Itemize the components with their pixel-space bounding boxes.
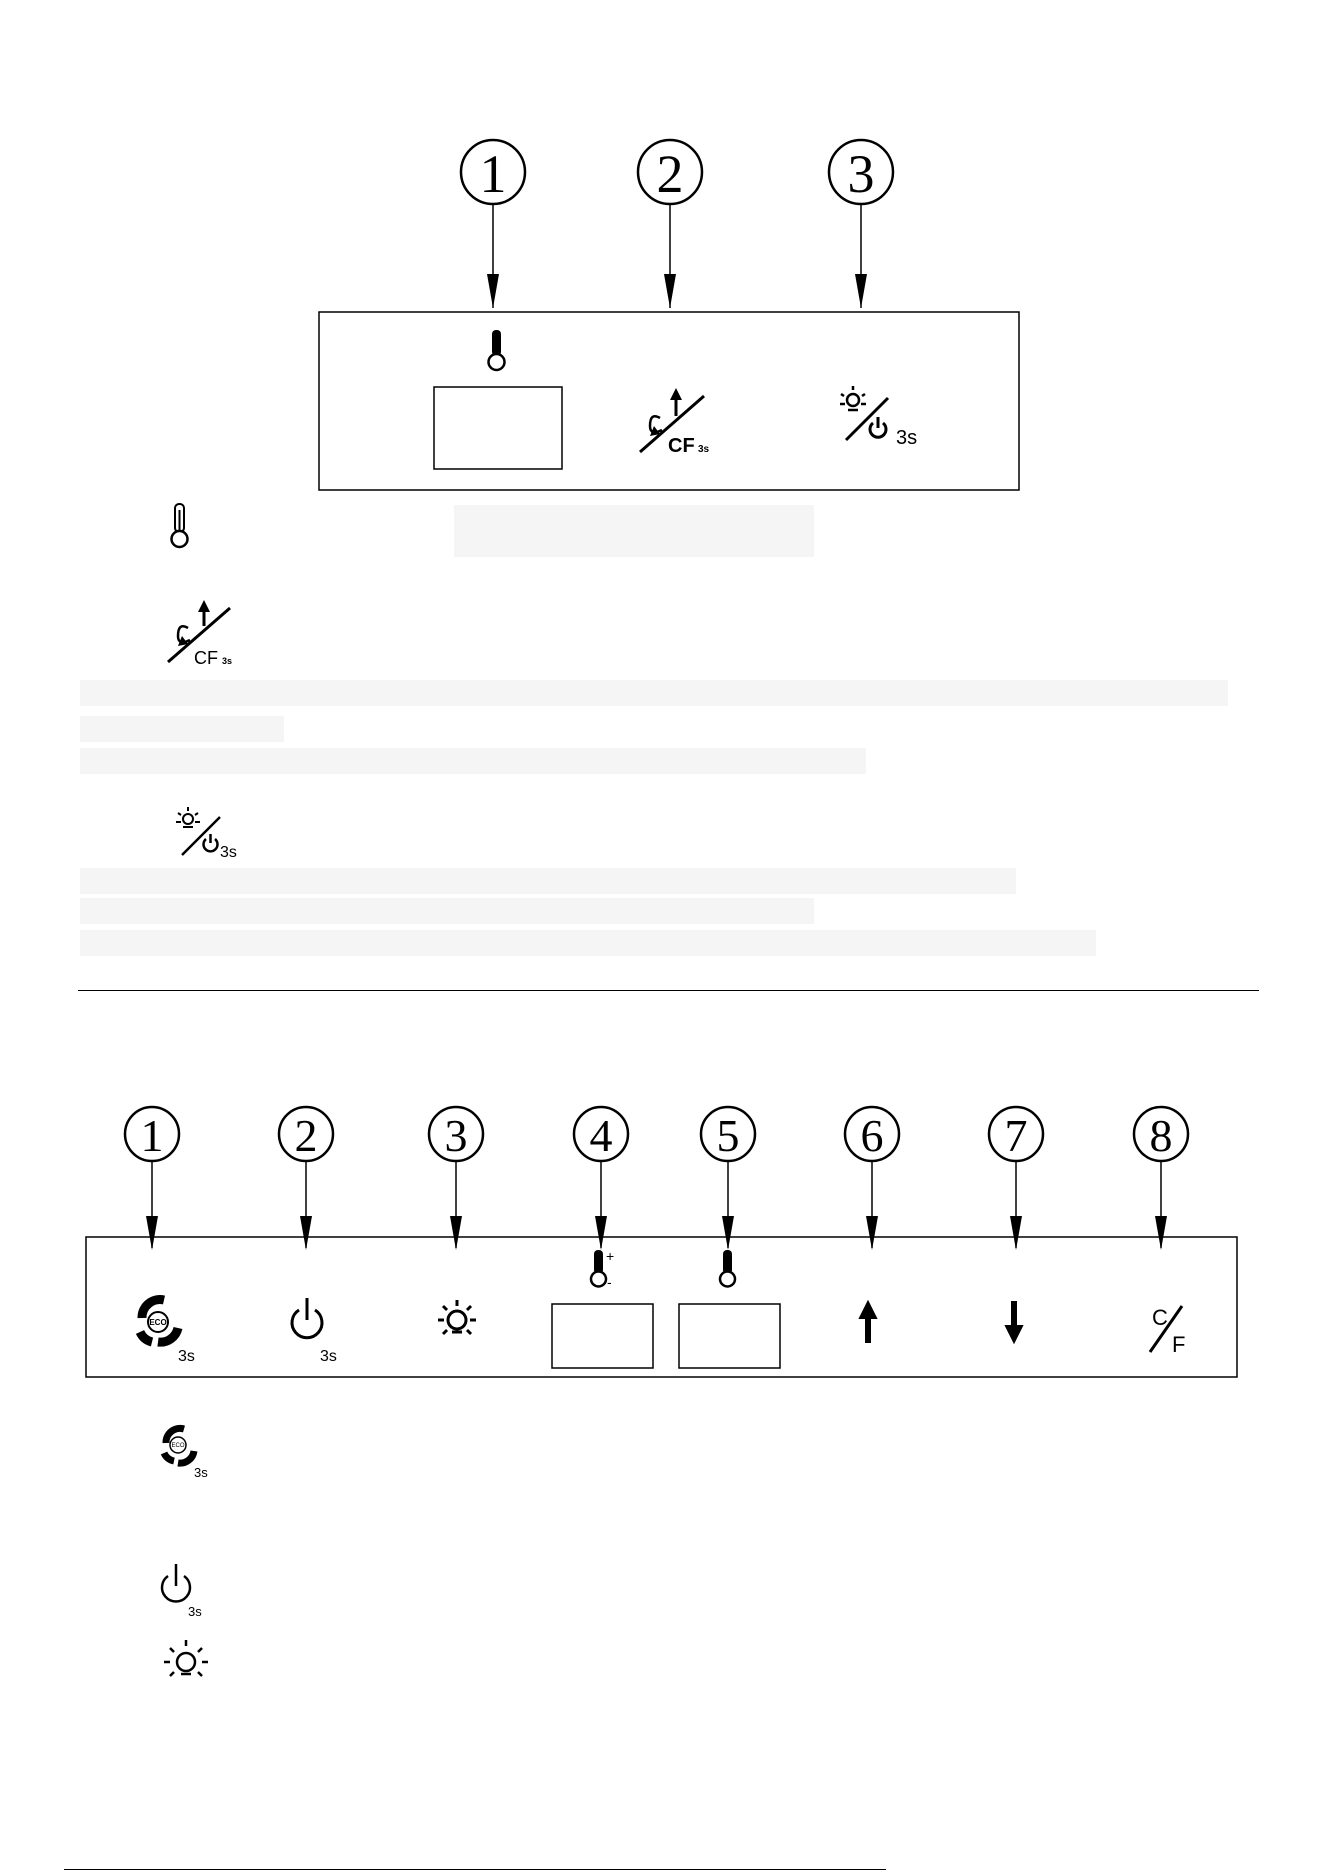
- section-divider: [78, 990, 1259, 991]
- callout-1: [461, 140, 525, 204]
- svg-text:ECO: ECO: [149, 1318, 167, 1327]
- panel-1-frame: [319, 312, 1019, 490]
- legend-eco-icon: [158, 1425, 228, 1485]
- callout-7: [989, 1107, 1043, 1161]
- legend-thermometer-icon: [164, 502, 194, 550]
- svg-text:3: 3: [847, 144, 875, 204]
- legend-light-icon: [158, 1636, 218, 1692]
- control-panel-1-diagram: [0, 0, 1324, 500]
- svg-text:3s: 3s: [222, 656, 233, 666]
- svg-text:+: +: [606, 1248, 615, 1264]
- svg-text:4: 4: [589, 1110, 613, 1161]
- arrowheads: [146, 1216, 1167, 1250]
- svg-text:1: 1: [479, 144, 507, 204]
- svg-text:2: 2: [656, 144, 684, 204]
- callout-2: [279, 1107, 333, 1161]
- svg-text:1: 1: [140, 1110, 164, 1161]
- legend-cycle-cf-icon: [160, 600, 240, 670]
- svg-text:3s: 3s: [698, 444, 710, 455]
- svg-text:ECO: ECO: [171, 1443, 185, 1449]
- cycle-cf-icon: [640, 388, 710, 457]
- light-power-icon: [840, 386, 917, 449]
- text-placeholder: [80, 716, 284, 742]
- callout-6: [845, 1107, 899, 1161]
- callout-5: [701, 1107, 755, 1161]
- svg-text:3s: 3s: [896, 427, 918, 449]
- panel-2-frame: [86, 1237, 1237, 1377]
- callout-2: [638, 140, 702, 204]
- actual-temperature-display: [679, 1304, 780, 1368]
- svg-text:C: C: [1152, 1305, 1168, 1330]
- temperature-display: [434, 387, 562, 469]
- control-panel-2-diagram: [0, 1080, 1324, 1400]
- text-placeholder: [80, 680, 1228, 706]
- text-placeholder: [454, 505, 814, 557]
- thermometer-icon: [489, 330, 505, 370]
- svg-text:3s: 3s: [320, 1348, 337, 1365]
- svg-text:F: F: [1172, 1332, 1186, 1357]
- svg-text:-: -: [607, 1274, 612, 1290]
- up-arrow-icon: [860, 1302, 876, 1342]
- power-icon: [292, 1298, 337, 1365]
- svg-text:CF: CF: [668, 435, 695, 457]
- arrowhead-1: [487, 274, 499, 308]
- eco-icon: [140, 1300, 195, 1365]
- celsius-fahrenheit-icon: [1150, 1305, 1185, 1357]
- text-placeholder: [80, 898, 814, 924]
- callout-1: [125, 1107, 179, 1161]
- svg-text:3s: 3s: [188, 1604, 202, 1619]
- legend-light-power-icon: [172, 805, 252, 865]
- light-icon: [438, 1300, 476, 1334]
- svg-text:7: 7: [1004, 1110, 1028, 1161]
- thermometer-icon: [720, 1250, 735, 1287]
- text-placeholder: [80, 930, 1096, 956]
- text-placeholder: [80, 868, 1016, 894]
- arrowhead-3: [855, 274, 867, 308]
- down-arrow-icon: [1006, 1302, 1022, 1342]
- thermometer-plus-minus-icon: [591, 1248, 614, 1290]
- callout-3: [829, 140, 893, 204]
- svg-text:3: 3: [444, 1110, 468, 1161]
- callout-3: [429, 1107, 483, 1161]
- arrowhead-2: [664, 274, 676, 308]
- svg-text:3s: 3s: [194, 1465, 208, 1480]
- svg-text:3s: 3s: [220, 844, 237, 861]
- svg-text:2: 2: [294, 1110, 318, 1161]
- svg-text:CF: CF: [194, 648, 218, 668]
- svg-text:5: 5: [716, 1110, 740, 1161]
- svg-text:8: 8: [1149, 1110, 1173, 1161]
- legend-power-icon: [158, 1562, 218, 1620]
- text-placeholder: [80, 748, 866, 774]
- footer-rule: [64, 1869, 886, 1870]
- callout-4: [574, 1107, 628, 1161]
- set-temperature-display: [552, 1304, 653, 1368]
- svg-text:3s: 3s: [178, 1348, 195, 1365]
- callout-8: [1134, 1107, 1188, 1161]
- svg-text:6: 6: [860, 1110, 884, 1161]
